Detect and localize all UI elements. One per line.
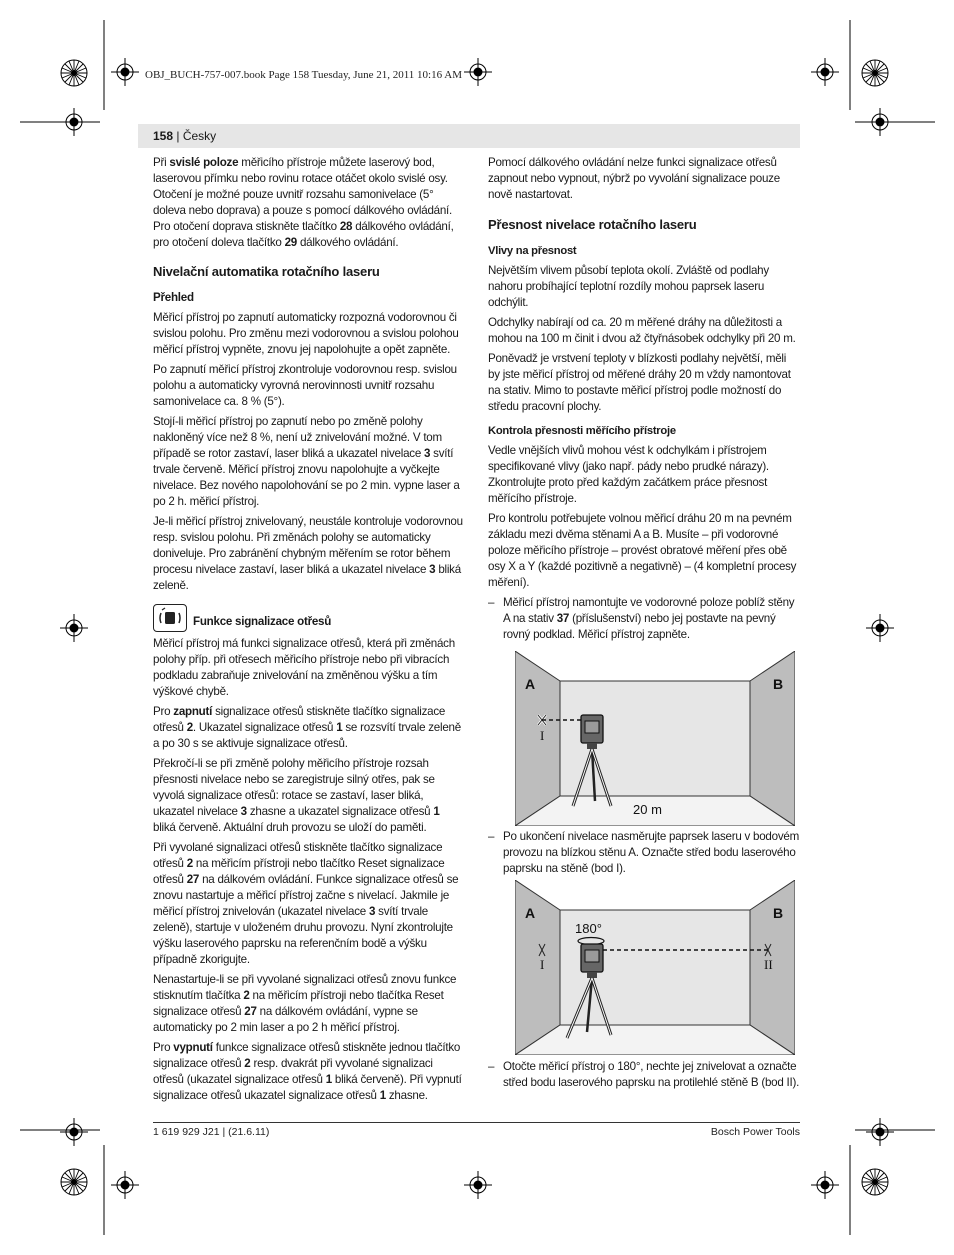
paragraph: Při vyvolané signalizaci otřesů stiskněte tlačítko signalizace otřesů 2 na měřicím přístroji nebo tlačítko Reset signalizace otřesů 27 na dálkovém ovládání. Funkce signalizace otřesů se znovu nastartuje a měřicí přístroj začne s nivelací. Jakmile je měřicí přístroj znivelován (ukazatel nivelace 3 svítí trvale zeleně), startuje v uloženém druhu provozu. Nyní zkontrolujte výšku laserového paprsku na referenčním bodě a výšku případně zkorigujte. (153, 841, 459, 966)
footer-rule (153, 1122, 800, 1123)
right-column-bottom (488, 1059, 800, 1095)
right-column-mid (488, 829, 800, 881)
paragraph: Při svislé poloze měřicího přístroje můžete laserový bod, laserovou přímku nebo rovinu rotace otáčet okolo svislé osy. Otočení je možné pouze uvnitř rozsahu samonivelace (5° doleva nebo doprava) a pouze s pomocí dálkového ovládání. Pro otočení doprava stiskněte tlačítko 28 dálkového ovládání, pro otočení doleva tlačítko 29 dálkového ovládání. (153, 156, 454, 249)
shock-alert-heading-row (153, 604, 465, 632)
header-language: Česky (182, 129, 217, 143)
point-ii-label: II (764, 957, 773, 972)
paragraph: Je-li měřicí přístroj znivelovaný, neustále kontroluje vodorovnou resp. svislou polohu. Při změnách polohy se automaticky doniveluje. Pro zabránění chybným měřením se rotor během procesu nivelace zastaví, laser bliká a ukazatel nivelace 3 bliká zeleně. (153, 515, 463, 592)
left-column (153, 155, 465, 1108)
paragraph: Nenastartuje-li se při vyvolané signalizaci otřesů znovu funkce stisknutím tlačítka 2 na měřicím přístroji nebo tlačítka Reset signalizace otřesů 27 na dálkovém ovládání, vypne se automaticky po 2 min laser a po 2 h měřicí přístroj. (153, 973, 457, 1034)
paragraph: Odchylky nabírají od ca. 20 m měřené dráhy na důležitosti a mohou na 100 m činit i dvou až čtyřnásobek odchylky při 20 m. (488, 316, 796, 345)
subsection-heading: Přehled (153, 291, 194, 304)
subsection-heading: Vlivy na přesnost (488, 245, 577, 257)
paragraph: Měřicí přístroj po zapnutí automaticky rozpozná vodorovnou či svislou polohu. Pro změnu mezi vodorovnou a svislou polohou měřicí přístroj vypněte, znovu jej napolohujte a opět zapněte. (153, 311, 459, 356)
list-item: – Měřicí přístroj namontujte ve vodorovné poloze poblíž stěny A na stativ 37 (příslušenství) nebo jej postavte na pevný rovný podklad. Měřicí přístroj zapněte. (488, 596, 795, 641)
paragraph: Měřicí přístroj má funkci signalizace otřesů, která při změnách polohy příp. při otřesech měřicího přístroje nebo při vibracích podkladu zabraňuje znivelování na změněnou výšku a tím výškové chybě. (153, 637, 455, 698)
section-heading: Přesnost nivelace rotačního laseru (488, 217, 697, 232)
paragraph: Překročí-li se při změně polohy měřicího přístroje rozsah přesnosti nivelace nebo se zaregistruje silný otřes, pak se vyvolá signalizace otřesů: rotace se zastaví, laser bliká, ukazatel nivelace 3 zhasne a ukazatel signalizace otřesů 1 bliká červeně. Aktuální druh provozu se uloží do paměti. (153, 757, 440, 834)
print-info: OBJ_BUCH-757-007.book Page 158 Tuesday, June 21, 2011 10:16 AM (145, 69, 462, 81)
point-i-label: I (540, 728, 545, 743)
rotation-label: 180° (575, 921, 602, 936)
header-bar (138, 124, 800, 148)
footer-brand: Bosch Power Tools (710, 1126, 800, 1138)
subsection-heading: Kontrola přesnosti měřícího přístroje (488, 425, 676, 437)
figure-setup-wall-a (515, 651, 795, 826)
paragraph: Po zapnutí měřicí přístroj zkontroluje vodorovnou resp. svislou polohu a automaticky vyrovná nerovinnosti uvnitř rozsahu samonivelace ca. 8 % (5°). (153, 363, 457, 408)
wall-b-label: B (773, 905, 784, 921)
right-column (488, 155, 800, 647)
subsection-heading: Funkce signalizace otřesů (193, 615, 332, 628)
wall-a-label: A (525, 676, 536, 692)
paragraph: Stojí-li měřicí přístroj po zapnutí nebo po změně polohy nakloněný více než 8 %, není už znivelování možné. V tom případě se rotor zastaví, laser bliká a ukazatel nivelace 3 svítí trvale červeně. Měřicí přístroj znovu napolohujte a vyčkejte nivelace. Bez nového napolohování se po 2 min. vypne laser a po 2 h. měřicí přístroj. (153, 415, 460, 508)
page-header (153, 129, 216, 143)
paragraph: Poněvadž je vrstvení teploty v blízkosti podlahy největší, měli by jste měřicí přístroj od měřené dráhy 20 m vždy namontovat na stativ. Mimo to postavte měřicí přístroj podle možností do středu pracovní plochy. (488, 352, 791, 413)
doc-number: 1 619 929 J21 (153, 1126, 220, 1138)
paragraph: Největším vlivem působí teplota okolí. Zvláště od podlahy nahoru probíhající teplotní rozdíly mohou paprsek laseru odchýlit. (488, 264, 769, 309)
shock-alert-icon (153, 604, 187, 632)
wall-b-label: B (773, 676, 784, 692)
page-number: 158 (153, 129, 174, 143)
figure-rotate-wall-b (515, 880, 795, 1055)
list-item: – Po ukončení nivelace nasměrujte paprsek laseru v bodovém provozu na blízkou stěnu A. Označte střed bodu laserového paprsku na stěně (bod I). (488, 830, 799, 875)
paragraph: Pro kontrolu potřebujete volnou měřicí dráhu 20 m na pevném základu mezi dvěma stěnami A a B. Musíte – při vodorovné poloze měřicího přístroje – provést obratové měření přes obě osy X a Y (každé pozitivně a negativně) – (4 kompletní procesy měření). (488, 512, 797, 589)
doc-date: (21.6.11) (228, 1126, 270, 1138)
point-i-label: I (540, 957, 545, 972)
wall-a-label: A (525, 905, 536, 921)
paragraph: Pomocí dálkového ovládání nelze funkci signalizace otřesů zapnout nebo vypnout, nýbrž po vyvolání signalizace pouze nově nastartovat. (488, 156, 780, 201)
footer-doc-info: 1 619 929 J21 | (21.6.11) (153, 1126, 270, 1138)
paragraph: Pro vypnutí funkce signalizace otřesů stiskněte jednou tlačítko signalizace otřesů 2 resp. dvakrát při vyvolané signalizaci otřesů (ukazatel signalizace otřesů 1 bliká červeně). Při vypnutí signalizace otřesů ukazatel signalizace otřesů 1 zhasne. (153, 1041, 462, 1102)
paragraph: Pro zapnutí signalizace otřesů stiskněte tlačítko signalizace otřesů 2. Ukazatel signalizace otřesů 1 se rozsvítí trvale zeleně a po 30 s se aktivuje signalizace otřesů. (153, 705, 461, 750)
section-heading: Nivelační automatika rotačního laseru (153, 264, 380, 279)
list-item: – Otočte měřicí přístroj o 180°, nechte jej znivelovat a označte střed bodu laserového paprsku na protilehlé stěně B (bod II). (488, 1060, 800, 1089)
paragraph: Vedle vnějších vlivů mohou vést k odchylkám i přístrojem specifikované vlivy (jako např. pády nebo prudké nárazy). Zkontrolujte proto před každým začátkem práce přesnost měřícího přístroje. (488, 444, 769, 505)
header-separator: | (176, 129, 180, 143)
distance-label: 20 m (633, 802, 662, 817)
